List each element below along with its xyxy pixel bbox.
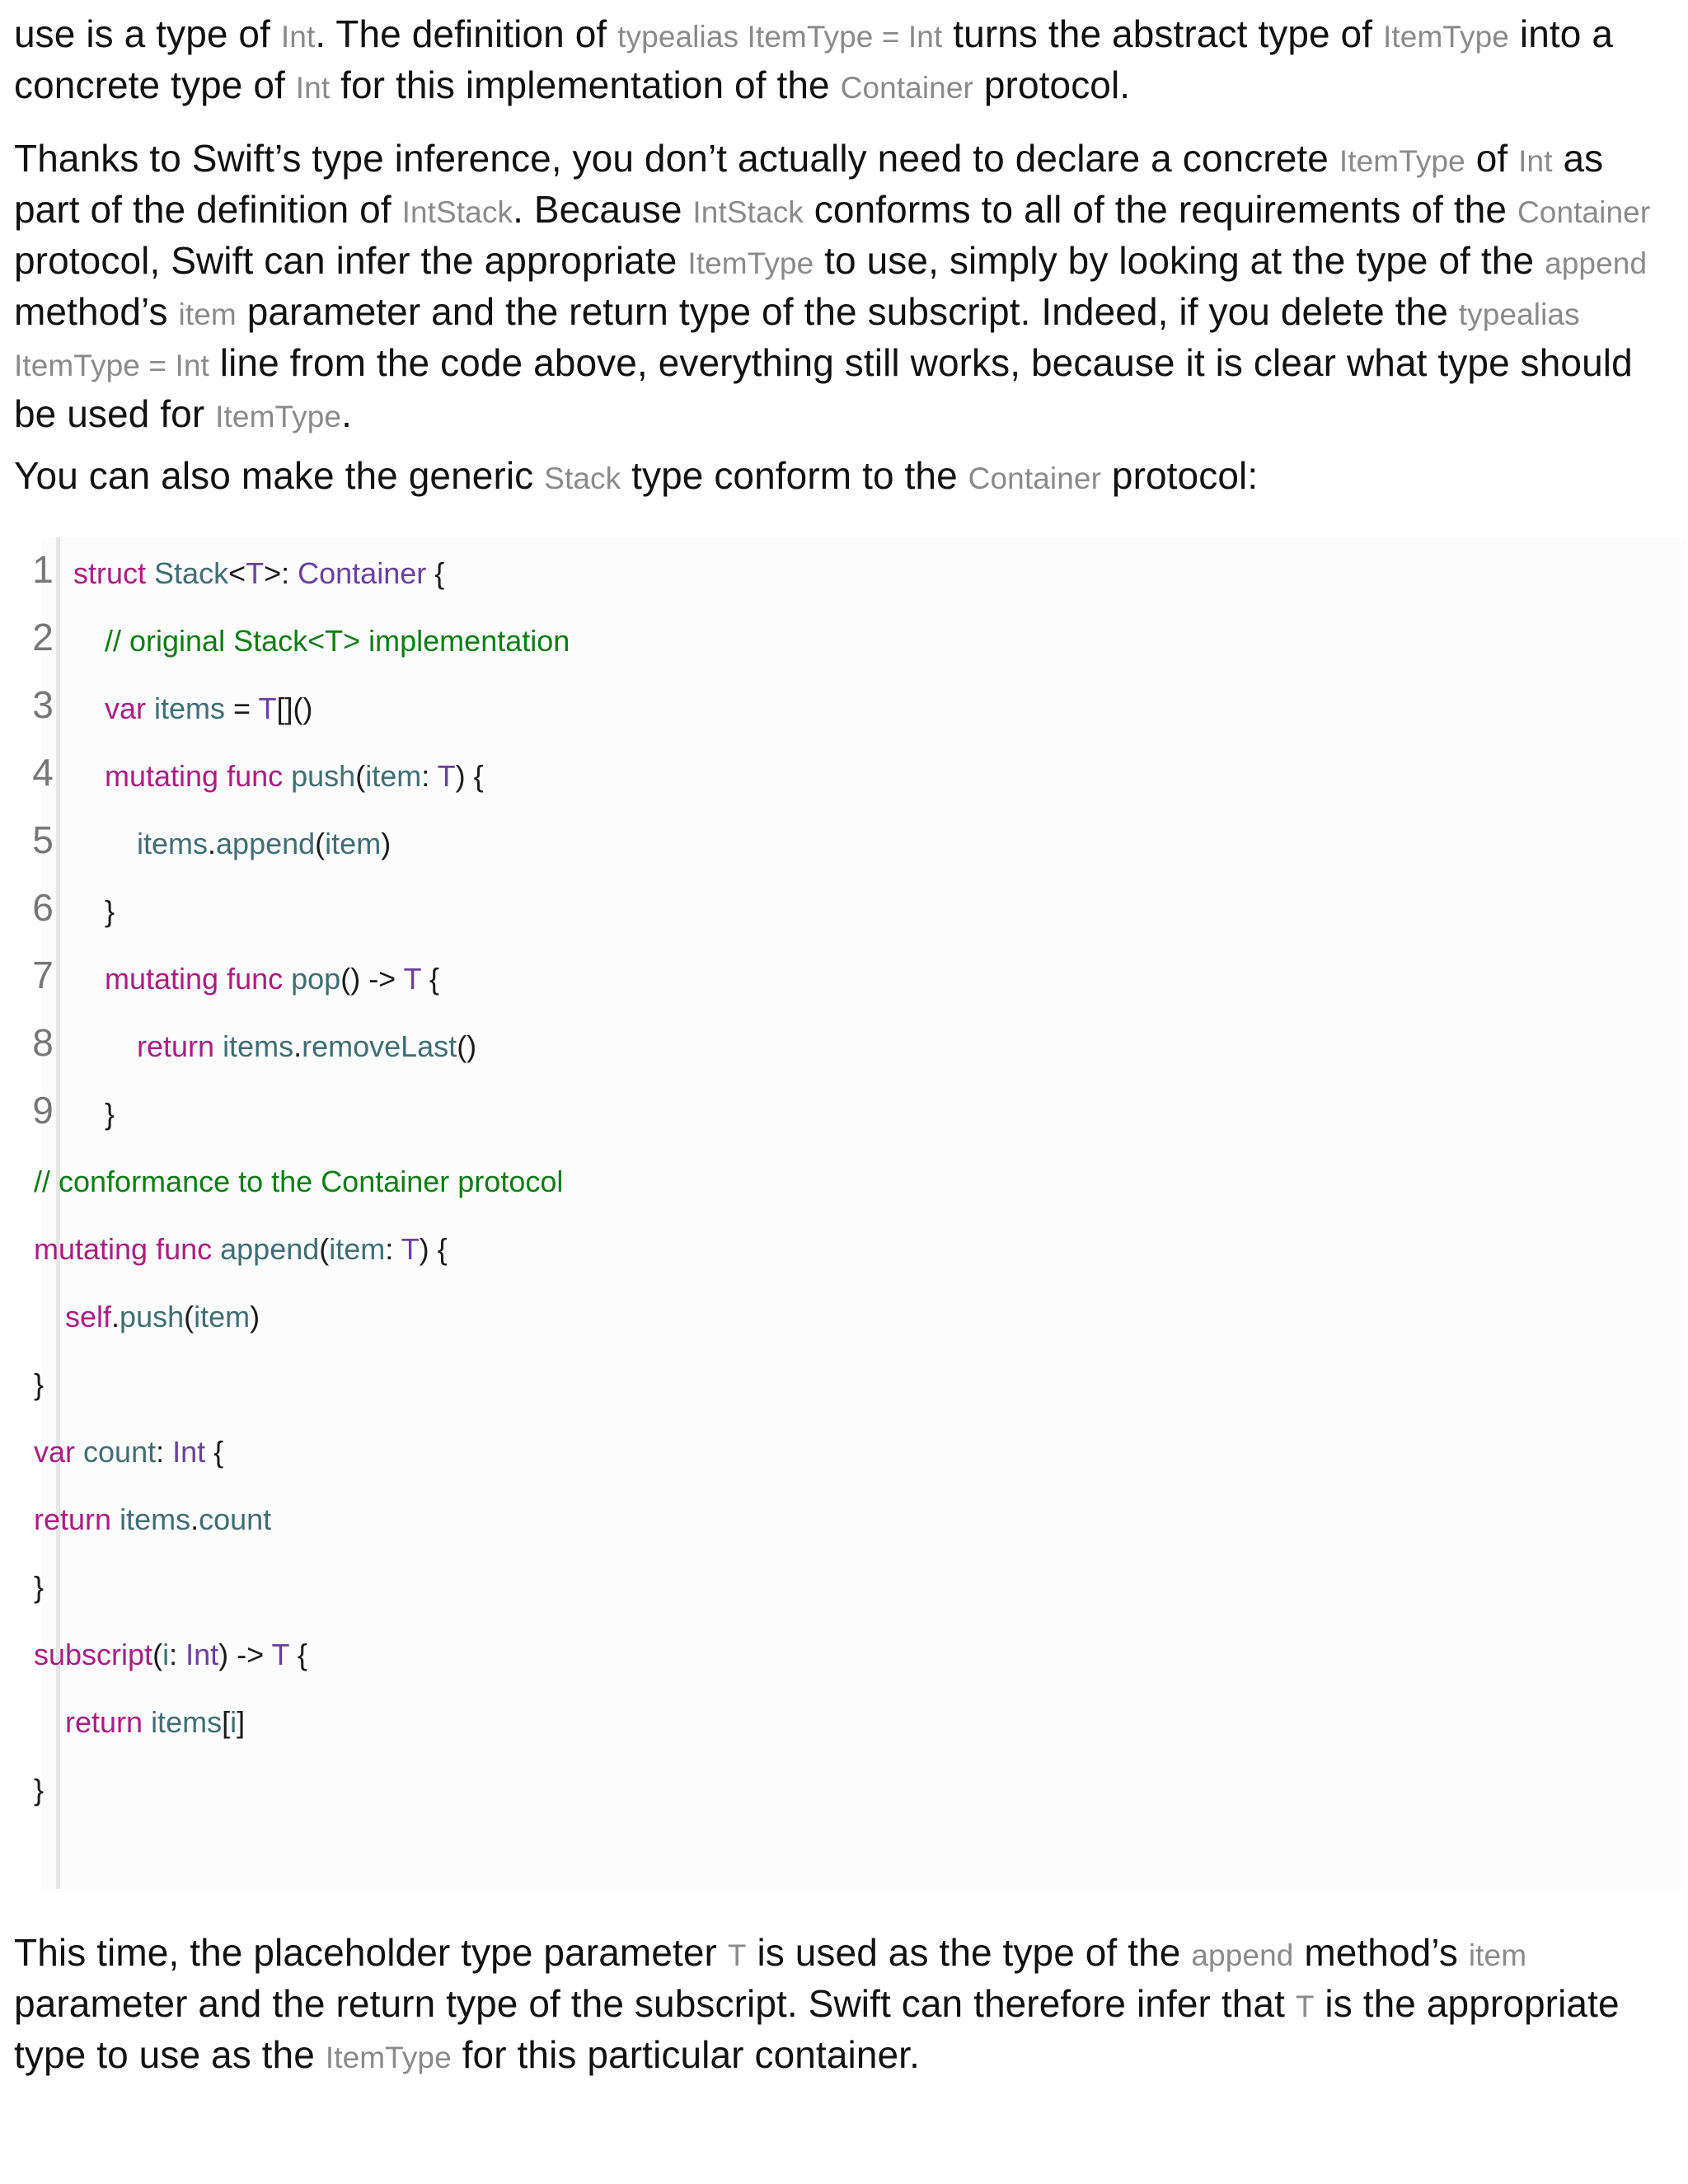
- code-line: [34, 1637, 307, 1673]
- code-token: append: [216, 827, 316, 860]
- code-token: Int: [185, 1638, 219, 1671]
- code-token: () ->: [340, 962, 404, 996]
- inline-code: ItemType: [1339, 144, 1465, 178]
- inline-code: ItemType: [215, 400, 342, 434]
- paragraph-type-inference: [14, 134, 1679, 441]
- code-token: >:: [264, 556, 298, 590]
- code-token: ) {: [419, 1232, 448, 1266]
- text: parameter and the return type of the subscript. Swift can therefore infer that: [14, 1982, 1296, 2025]
- code-line: [105, 691, 312, 727]
- code-token: :: [169, 1638, 186, 1671]
- code-token: ) {: [455, 759, 484, 793]
- code-token: (: [184, 1300, 195, 1333]
- code-token: item: [329, 1232, 386, 1266]
- code-token: self: [65, 1300, 112, 1333]
- text: of: [1465, 137, 1519, 180]
- code-line: [34, 1231, 448, 1268]
- code-token: removeLast: [302, 1029, 457, 1063]
- code-token: }: [34, 1773, 45, 1807]
- code-line: [65, 1299, 260, 1335]
- text: . Because: [513, 188, 693, 231]
- code-token: var: [34, 1435, 76, 1469]
- line-number: 6: [32, 886, 54, 929]
- code-token: {: [426, 556, 445, 590]
- code-line: [105, 893, 115, 930]
- code-token: var: [105, 691, 147, 725]
- code-token: <: [228, 556, 246, 590]
- text: . The definition of: [315, 12, 618, 55]
- code-token: }: [34, 1570, 45, 1604]
- code-token: append: [220, 1232, 320, 1266]
- code-line: [105, 1096, 115, 1132]
- text: Thanks to Swift’s type inference, you don’t actually need to declare a concrete: [14, 137, 1339, 180]
- code-line: [105, 758, 484, 794]
- inline-code: append: [1545, 246, 1648, 280]
- inline-code: append: [1191, 1938, 1294, 1972]
- code-token: return: [137, 1029, 215, 1063]
- code-line: [34, 1164, 563, 1200]
- code-token: push: [120, 1300, 185, 1333]
- code-token: T: [403, 962, 421, 996]
- code-line: [34, 1772, 44, 1808]
- code-token: }: [34, 1367, 45, 1401]
- code-token: items: [223, 1029, 294, 1063]
- code-line: [34, 1434, 223, 1470]
- code-block: [41, 537, 1686, 1889]
- code-token: T: [401, 1232, 420, 1266]
- code-gutter-divider: [56, 537, 60, 1889]
- text: protocol:: [1101, 454, 1259, 497]
- text: line from the code above, everything still works, because it is clear what type should be used for: [14, 341, 1633, 435]
- text: This time, the placeholder type parameter: [14, 1931, 728, 1974]
- code-comment: // conformance to the Container protocol: [34, 1165, 564, 1198]
- inline-code: IntStack: [692, 195, 804, 229]
- code-token: item: [325, 827, 382, 860]
- code-token: Int: [172, 1435, 206, 1469]
- code-token: =: [225, 691, 259, 725]
- code-token: count: [83, 1435, 157, 1469]
- code-token: }: [105, 894, 115, 928]
- text: turns the abstract type of: [942, 12, 1384, 55]
- text: to use, simply by looking at the type of the: [814, 239, 1545, 282]
- code-token: [: [222, 1705, 231, 1739]
- code-line: [34, 1366, 44, 1403]
- code-token: push: [291, 759, 356, 793]
- text: method’s: [1293, 1931, 1469, 1974]
- text: type conform to the: [621, 454, 968, 497]
- line-number: 1: [32, 548, 54, 591]
- code-token: ): [381, 827, 392, 860]
- inline-code: T: [727, 1938, 747, 1972]
- code-token: struct: [73, 556, 147, 590]
- line-number: 3: [32, 683, 54, 726]
- code-line: [137, 1029, 476, 1065]
- code-token: item: [194, 1300, 251, 1333]
- code-line: [73, 555, 444, 592]
- paragraph-generic-stack: [14, 452, 1679, 503]
- text: for this particular container.: [451, 2033, 920, 2076]
- text: conforms to all of the requirements of the: [803, 188, 1517, 231]
- code-line: [137, 826, 391, 862]
- code-token: (: [319, 1232, 330, 1266]
- line-number: 8: [32, 1021, 54, 1064]
- code-token: T: [258, 691, 277, 725]
- text: is used as the type of the: [746, 1931, 1192, 1974]
- code-line: [105, 623, 570, 659]
- text: use is a type of: [14, 12, 281, 55]
- paragraph-placeholder: [14, 1929, 1679, 2082]
- inline-code: item: [1468, 1938, 1527, 1972]
- code-token: items: [154, 691, 226, 725]
- text: You can also make the generic: [14, 454, 545, 497]
- code-token: item: [365, 759, 422, 793]
- code-token: Container: [298, 556, 427, 590]
- code-token: i: [230, 1705, 237, 1739]
- code-token: Stack: [154, 556, 229, 590]
- code-token: {: [288, 1638, 307, 1671]
- text: method’s: [14, 290, 179, 333]
- code-token: count: [199, 1502, 272, 1536]
- line-number: 7: [32, 954, 54, 996]
- inline-code: Int: [280, 20, 316, 54]
- code-token: .: [293, 1029, 302, 1063]
- code-token: return: [65, 1705, 143, 1739]
- code-token: mutating func: [34, 1232, 213, 1266]
- code-token: mutating func: [105, 962, 284, 996]
- inline-code: ItemType: [1383, 20, 1509, 54]
- inline-code: Container: [968, 462, 1101, 495]
- code-token: }: [105, 1097, 115, 1131]
- code-line: [65, 1704, 245, 1741]
- code-token: T: [437, 759, 456, 793]
- inline-code: Int: [1518, 144, 1553, 178]
- code-line: [34, 1502, 271, 1538]
- code-token: ]: [237, 1705, 246, 1739]
- code-token: (: [152, 1638, 163, 1671]
- inline-code: ItemType: [325, 2041, 452, 2074]
- paragraph-intro: [14, 10, 1679, 112]
- code-token: return: [34, 1502, 112, 1536]
- code-token: T: [246, 556, 265, 590]
- inline-code: IntStack: [401, 195, 513, 229]
- line-number: 5: [32, 818, 54, 861]
- code-token: .: [208, 827, 217, 860]
- text: parameter and the return type of the subscript. Indeed, if you delete the: [236, 290, 1459, 333]
- text: as part of the definition of: [14, 137, 1604, 231]
- code-token: :: [421, 759, 438, 793]
- code-token: (: [355, 759, 366, 793]
- code-token: {: [420, 962, 439, 996]
- inline-code: typealias ItemType = Int: [617, 20, 943, 54]
- code-token: :: [156, 1435, 173, 1469]
- code-token: mutating func: [105, 759, 284, 793]
- code-token: ): [250, 1300, 260, 1333]
- text: protocol, Swift can infer the appropriate: [14, 239, 688, 282]
- text: into a concrete type of: [14, 12, 1614, 106]
- code-token: items: [120, 1502, 191, 1536]
- line-number: 2: [32, 616, 54, 658]
- code-token: i: [162, 1638, 170, 1671]
- text: .: [341, 392, 353, 435]
- inline-code: T: [1295, 1990, 1315, 2023]
- code-token: subscript: [34, 1638, 153, 1671]
- inline-code: typealias ItemType = Int: [14, 298, 1580, 382]
- code-token: pop: [291, 962, 341, 996]
- code-token: items: [151, 1705, 223, 1739]
- inline-code: Container: [1517, 195, 1651, 229]
- text: for this implementation of the: [330, 63, 841, 106]
- text: is the appropriate type to use as the: [14, 1982, 1620, 2076]
- code-token: (: [315, 827, 326, 860]
- code-token: {: [205, 1435, 224, 1469]
- line-number: 4: [32, 751, 54, 794]
- code-token: :: [385, 1232, 401, 1266]
- code-line: [34, 1569, 44, 1605]
- inline-code: ItemType: [687, 246, 814, 280]
- line-number: 9: [32, 1089, 54, 1132]
- text: protocol.: [973, 63, 1131, 106]
- code-token: items: [137, 827, 209, 860]
- code-line: [105, 961, 439, 997]
- code-token: [](): [276, 691, 313, 725]
- code-token: ) ->: [218, 1638, 272, 1671]
- inline-code: Container: [840, 71, 973, 105]
- code-token: T: [271, 1638, 289, 1671]
- inline-code: item: [178, 298, 237, 331]
- code-token: .: [190, 1502, 199, 1536]
- code-token: .: [111, 1300, 120, 1333]
- inline-code: Stack: [544, 462, 621, 495]
- code-token: (): [457, 1029, 477, 1063]
- code-comment: // original Stack<T> implementation: [105, 624, 570, 658]
- inline-code: Int: [295, 71, 331, 105]
